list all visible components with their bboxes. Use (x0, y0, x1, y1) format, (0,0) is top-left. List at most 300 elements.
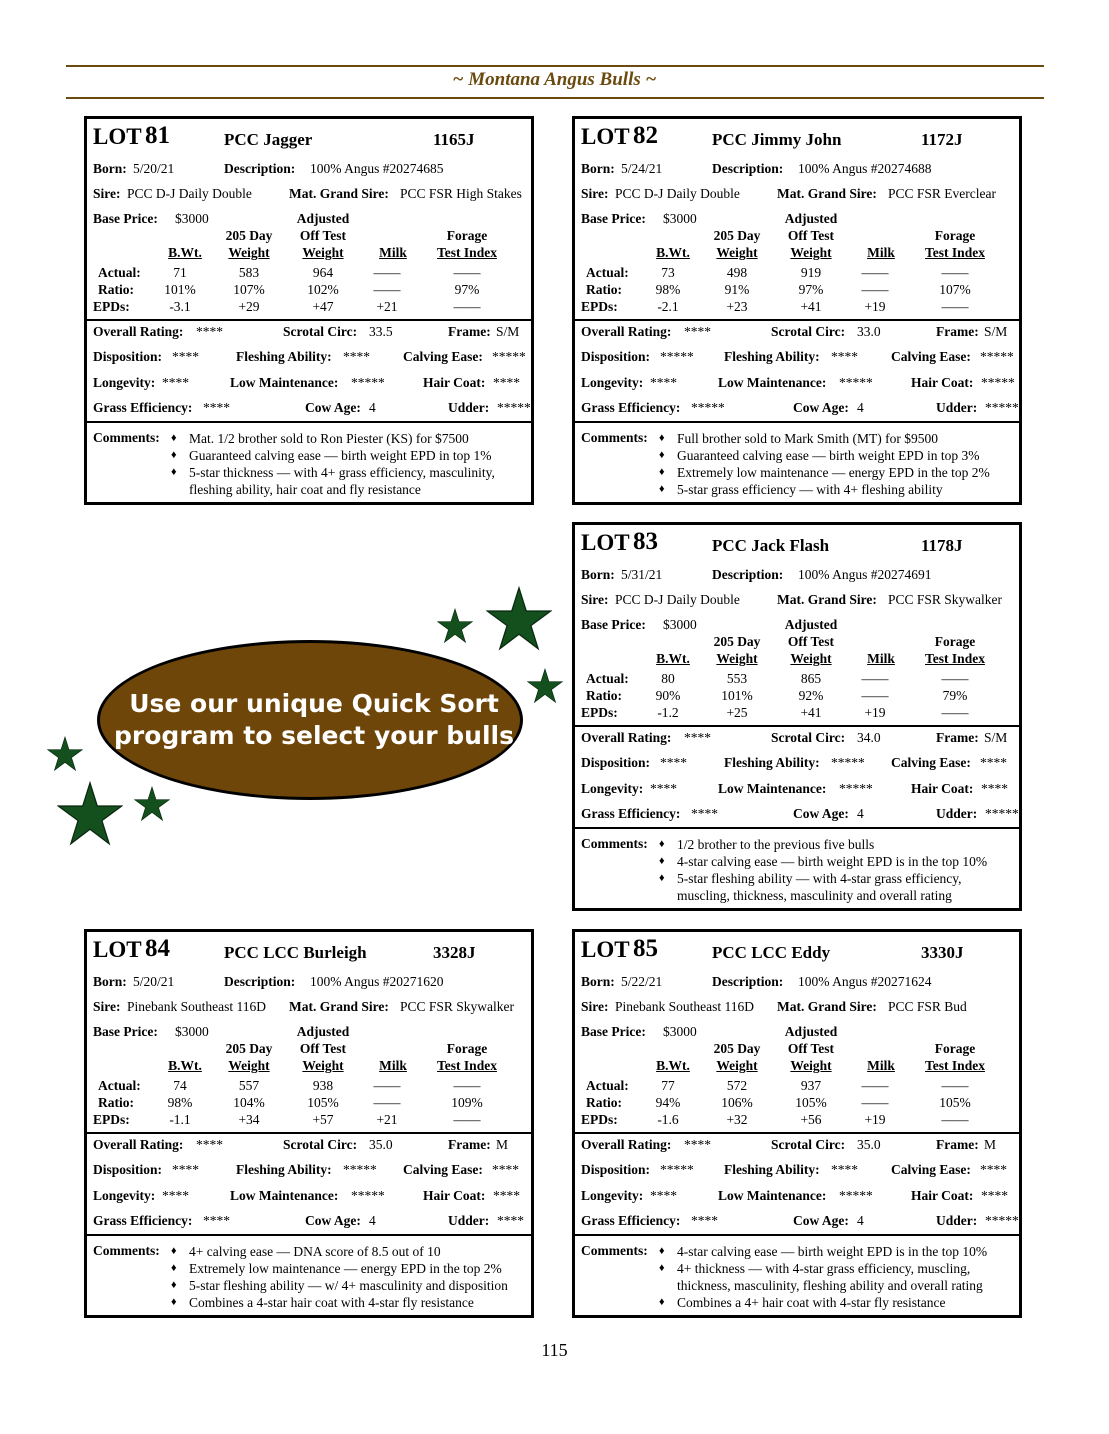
tag-number: 3330J (921, 943, 964, 962)
cell-epds-forage: —— (453, 299, 481, 314)
lot-card-82 (572, 116, 1022, 505)
cell-epds-bwt: -3.1 (169, 299, 191, 314)
cell-actual-forage: —— (941, 265, 969, 280)
star-icon (486, 586, 552, 652)
comment-text: 5-star thickness — with 4+ grass efficiency, masculinity, fleshing ability, hair coat and fly resistance (189, 465, 495, 497)
page-number: 115 (541, 1340, 568, 1360)
milk-header: Milk (379, 1058, 407, 1073)
header-rule-bottom (66, 97, 1044, 99)
tag-number: 3328J (433, 943, 476, 962)
low-maintenance-label: Low Maintenance: (230, 375, 339, 390)
cell-ratio-milk: —— (861, 282, 889, 297)
cell-ratio-bwt: 98% (167, 1095, 193, 1110)
adjusted-header: Adjusted (784, 617, 838, 632)
cell-epds-adj: +57 (312, 1112, 334, 1127)
cell-actual-adj: 938 (312, 1078, 334, 1093)
quick-sort-promo (105, 688, 523, 752)
comment-item (659, 836, 1013, 853)
grass-efficiency-label: Grass Efficiency: (93, 1213, 193, 1228)
scrotal-circ-value: 34.0 (857, 730, 881, 745)
row-label-actual: Actual: (98, 265, 141, 280)
comments-section (87, 423, 531, 502)
weight-header: Weight (228, 1058, 270, 1073)
bullet-icon: ♦ (659, 1245, 665, 1257)
calving-ease-value: **** (980, 1162, 1007, 1177)
row-label-ratio: Ratio: (98, 1095, 134, 1110)
sire-value: PCC D-J Daily Double (127, 186, 252, 201)
ratings-section (575, 725, 1019, 829)
cell-ratio-forage: 79% (942, 688, 968, 703)
bullet-icon: ♦ (171, 1279, 177, 1291)
lot-number: 83 (633, 528, 658, 555)
mat-grand-sire-label: Mat. Grand Sire: (289, 186, 389, 201)
comment-text: 1/2 brother to the previous five bulls (677, 837, 875, 852)
sire-label: Sire: (581, 999, 609, 1014)
weight-header: Weight (228, 245, 270, 260)
star-icon (47, 734, 83, 774)
scrotal-circ-label: Scrotal Circ: (283, 324, 358, 339)
lot-header-section (575, 119, 1019, 319)
off-test-header: Off Test (787, 1041, 835, 1056)
calving-ease-value: **** (492, 1162, 519, 1177)
scrotal-circ-value: 35.0 (369, 1137, 393, 1152)
cell-epds-w205: +32 (726, 1112, 748, 1127)
tag-number: 1165J (433, 130, 475, 149)
off-test-weight-header: Weight (790, 1058, 832, 1073)
longevity-value: **** (650, 1188, 677, 1203)
comment-text: 4+ thickness — with 4-star grass efficiency, muscling, thickness, masculinity, fleshing ability and overall rating (677, 1261, 983, 1293)
cell-ratio-adj: 105% (307, 1095, 339, 1110)
comment-text: Extremely low maintenance — energy EPD in the top 2% (677, 465, 990, 480)
promo-line-1: Use our unique Quick Sort (129, 689, 499, 718)
born-value: 5/20/21 (133, 974, 175, 989)
sire-label: Sire: (581, 592, 609, 607)
forage-header: Forage (934, 634, 976, 649)
cell-epds-adj: +41 (800, 705, 822, 720)
grass-efficiency-label: Grass Efficiency: (581, 400, 681, 415)
off-test-weight-header: Weight (790, 245, 832, 260)
lot-header-section (87, 932, 531, 1132)
off-test-header: Off Test (787, 228, 835, 243)
base-price-label: Base Price: (93, 1024, 158, 1039)
base-price-value: $3000 (175, 211, 209, 226)
grass-efficiency-value: ***** (691, 400, 725, 415)
comment-item (659, 853, 1013, 870)
milk-header: Milk (867, 651, 895, 666)
cell-ratio-forage: 107% (939, 282, 971, 297)
cell-ratio-w205: 101% (721, 688, 753, 703)
bull-name: PCC Jack Flash (712, 536, 830, 555)
comment-item (171, 430, 525, 447)
frame-label: Frame: (448, 324, 491, 339)
frame-value: S/M (496, 324, 520, 339)
weight-header: Weight (716, 1058, 758, 1073)
sire-value: Pinebank Southeast 116D (615, 999, 754, 1014)
bullet-icon: ♦ (659, 855, 665, 867)
ratings-section (87, 1132, 531, 1236)
forage-header: Forage (934, 228, 976, 243)
tag-number: 1172J (921, 130, 963, 149)
longevity-label: Longevity: (581, 1188, 644, 1203)
frame-label: Frame: (936, 1137, 979, 1152)
description-value: 100% Angus #20274685 (310, 161, 444, 176)
base-price-label: Base Price: (581, 1024, 646, 1039)
forage-header: Forage (446, 228, 488, 243)
cell-actual-bwt: 77 (661, 1078, 675, 1093)
description-value: 100% Angus #20271624 (798, 974, 932, 989)
udder-label: Udder: (936, 1213, 978, 1228)
calving-ease-label: Calving Ease: (403, 1162, 483, 1177)
overall-rating-label: Overall Rating: (581, 1137, 672, 1152)
forage-header: Forage (446, 1041, 488, 1056)
comment-item (171, 447, 525, 464)
bwt-header: B.Wt. (656, 651, 690, 666)
comment-item (659, 430, 1013, 447)
longevity-value: **** (650, 781, 677, 796)
comment-item (171, 1260, 525, 1277)
adjusted-header: Adjusted (296, 1024, 350, 1039)
day205-header: 205 Day (225, 1041, 273, 1056)
test-index-header: Test Index (925, 245, 985, 260)
bull-name: PCC LCC Burleigh (224, 943, 367, 962)
born-label: Born: (581, 161, 615, 176)
fleshing-ability-value: ***** (831, 755, 865, 770)
row-label-ratio: Ratio: (586, 688, 622, 703)
disposition-value: **** (172, 1162, 199, 1177)
overall-rating-value: **** (684, 730, 711, 745)
comment-item (659, 464, 1013, 481)
udder-value: ***** (985, 1213, 1019, 1228)
cell-epds-adj: +47 (312, 299, 334, 314)
lot-label: LOT (581, 937, 630, 962)
cell-epds-milk: +19 (864, 299, 886, 314)
ratings-section (87, 319, 531, 423)
adjusted-header: Adjusted (296, 211, 350, 226)
comments-label: Comments: (581, 430, 648, 445)
scrotal-circ-value: 33.5 (369, 324, 393, 339)
description-value: 100% Angus #20271620 (310, 974, 444, 989)
disposition-value: ***** (660, 1162, 694, 1177)
comments-label: Comments: (93, 1243, 160, 1258)
mat-grand-sire-value: PCC FSR High Stakes (400, 186, 522, 201)
cell-epds-w205: +25 (726, 705, 748, 720)
fleshing-ability-label: Fleshing Ability: (236, 349, 332, 364)
cell-actual-milk: —— (861, 1078, 889, 1093)
comment-item (659, 447, 1013, 464)
bullet-icon: ♦ (171, 1245, 177, 1257)
low-maintenance-value: ***** (839, 375, 873, 390)
cow-age-value: 4 (857, 806, 864, 821)
star-icon (57, 780, 123, 848)
comments-section (575, 423, 1019, 502)
cell-actual-adj: 964 (312, 265, 334, 280)
cell-actual-w205: 557 (238, 1078, 260, 1093)
lot-label: LOT (93, 124, 142, 149)
overall-rating-label: Overall Rating: (581, 324, 672, 339)
cell-actual-milk: —— (373, 1078, 401, 1093)
sire-value: PCC D-J Daily Double (615, 592, 740, 607)
cell-epds-w205: +34 (238, 1112, 260, 1127)
cell-actual-bwt: 74 (173, 1078, 187, 1093)
cell-epds-milk: +21 (376, 1112, 398, 1127)
frame-label: Frame: (936, 324, 979, 339)
born-label: Born: (581, 567, 615, 582)
fleshing-ability-label: Fleshing Ability: (724, 349, 820, 364)
comment-text: 4+ calving ease — DNA score of 8.5 out of 10 (189, 1244, 441, 1259)
lot-header-section (87, 119, 531, 319)
comment-item (659, 1260, 1013, 1294)
base-price-label: Base Price: (93, 211, 158, 226)
bullet-icon: ♦ (171, 449, 177, 461)
cell-actual-milk: —— (861, 265, 889, 280)
off-test-weight-header: Weight (302, 1058, 344, 1073)
promo-line-2: program to select your bulls (114, 721, 514, 750)
row-label-epds: EPDs: (93, 1112, 130, 1127)
grass-efficiency-value: **** (691, 1213, 718, 1228)
lot-card-84 (84, 929, 534, 1318)
low-maintenance-value: ***** (839, 781, 873, 796)
header-rule-top (66, 65, 1044, 67)
calving-ease-value: ***** (492, 349, 526, 364)
test-index-header: Test Index (437, 1058, 497, 1073)
bullet-icon: ♦ (659, 432, 665, 444)
test-index-header: Test Index (925, 1058, 985, 1073)
lot-label: LOT (581, 530, 630, 555)
lot-header-section (575, 525, 1019, 725)
cow-age-value: 4 (369, 1213, 376, 1228)
hair-coat-label: Hair Coat: (911, 375, 974, 390)
disposition-label: Disposition: (581, 1162, 651, 1177)
born-value: 5/24/21 (621, 161, 663, 176)
bull-name: PCC Jagger (224, 130, 313, 149)
disposition-label: Disposition: (93, 1162, 163, 1177)
description-value: 100% Angus #20274691 (798, 567, 932, 582)
mat-grand-sire-value: PCC FSR Bud (888, 999, 967, 1014)
comment-text: Combines a 4+ hair coat with 4-star fly resistance (677, 1295, 946, 1310)
overall-rating-value: **** (196, 324, 223, 339)
lot-number: 81 (145, 122, 170, 149)
mat-grand-sire-label: Mat. Grand Sire: (777, 186, 877, 201)
cell-epds-forage: —— (941, 1112, 969, 1127)
cell-actual-milk: —— (373, 265, 401, 280)
cell-ratio-adj: 92% (798, 688, 824, 703)
scrotal-circ-label: Scrotal Circ: (283, 1137, 358, 1152)
cell-epds-w205: +23 (726, 299, 748, 314)
udder-value: ***** (985, 806, 1019, 821)
bullet-icon: ♦ (659, 1296, 665, 1308)
disposition-value: **** (660, 755, 687, 770)
day205-header: 205 Day (713, 1041, 761, 1056)
cell-actual-w205: 498 (726, 265, 748, 280)
mat-grand-sire-label: Mat. Grand Sire: (289, 999, 389, 1014)
overall-rating-label: Overall Rating: (93, 1137, 184, 1152)
grass-efficiency-label: Grass Efficiency: (93, 400, 193, 415)
mat-grand-sire-label: Mat. Grand Sire: (777, 592, 877, 607)
low-maintenance-label: Low Maintenance: (718, 1188, 827, 1203)
frame-value: M (496, 1137, 509, 1152)
sire-value: PCC D-J Daily Double (615, 186, 740, 201)
frame-label: Frame: (448, 1137, 491, 1152)
bullet-icon: ♦ (659, 838, 665, 850)
row-label-epds: EPDs: (581, 299, 618, 314)
cell-actual-forage: —— (941, 1078, 969, 1093)
off-test-header: Off Test (299, 228, 347, 243)
lot-number: 85 (633, 935, 658, 962)
comment-text: 5-star grass efficiency — with 4+ fleshing ability (677, 482, 943, 497)
disposition-value: ***** (660, 349, 694, 364)
forage-header: Forage (934, 1041, 976, 1056)
cow-age-label: Cow Age: (793, 400, 849, 415)
comment-item (171, 1294, 525, 1311)
row-label-actual: Actual: (586, 671, 629, 686)
cell-ratio-forage: 109% (451, 1095, 483, 1110)
off-test-header: Off Test (299, 1041, 347, 1056)
born-label: Born: (93, 974, 127, 989)
lot-label: LOT (93, 937, 142, 962)
cell-epds-forage: —— (941, 705, 969, 720)
lot-card-81 (84, 116, 534, 505)
cell-ratio-bwt: 94% (655, 1095, 681, 1110)
cell-ratio-w205: 91% (724, 282, 750, 297)
fleshing-ability-value: **** (831, 1162, 858, 1177)
grass-efficiency-value: **** (203, 1213, 230, 1228)
cell-ratio-forage: 105% (939, 1095, 971, 1110)
row-label-epds: EPDs: (93, 299, 130, 314)
cell-epds-milk: +19 (864, 705, 886, 720)
hair-coat-label: Hair Coat: (911, 1188, 974, 1203)
description-label: Description: (712, 161, 784, 176)
off-test-header: Off Test (787, 634, 835, 649)
day205-header: 205 Day (713, 228, 761, 243)
born-label: Born: (581, 974, 615, 989)
comment-text: 5-star fleshing ability — with 4-star grass efficiency, muscling, thickness, masculinity and overall rating (677, 871, 962, 903)
bullet-icon: ♦ (171, 466, 177, 478)
lot-label: LOT (581, 124, 630, 149)
comments-section (575, 1236, 1019, 1315)
bullet-icon: ♦ (659, 872, 665, 884)
row-label-ratio: Ratio: (586, 282, 622, 297)
sire-label: Sire: (93, 186, 121, 201)
milk-header: Milk (379, 245, 407, 260)
calving-ease-label: Calving Ease: (891, 349, 971, 364)
comments-list (171, 430, 531, 498)
grass-efficiency-value: **** (203, 400, 230, 415)
cell-ratio-forage: 97% (454, 282, 480, 297)
mat-grand-sire-value: PCC FSR Skywalker (888, 592, 1003, 607)
born-value: 5/22/21 (621, 974, 663, 989)
description-label: Description: (224, 161, 296, 176)
comments-section (575, 829, 1019, 908)
bull-name: PCC Jimmy John (712, 130, 842, 149)
lot-header-section (575, 932, 1019, 1132)
weight-header: Weight (716, 651, 758, 666)
tag-number: 1178J (921, 536, 963, 555)
row-label-epds: EPDs: (581, 1112, 618, 1127)
comments-list (659, 1243, 1019, 1311)
star-icon (134, 783, 170, 825)
lot-card-85 (572, 929, 1022, 1318)
disposition-value: **** (172, 349, 199, 364)
sire-label: Sire: (581, 186, 609, 201)
calving-ease-value: **** (980, 755, 1007, 770)
comment-item (659, 1243, 1013, 1260)
udder-value: ***** (985, 400, 1019, 415)
low-maintenance-value: ***** (839, 1188, 873, 1203)
disposition-label: Disposition: (93, 349, 163, 364)
star-icon (437, 607, 473, 645)
cell-actual-w205: 583 (238, 265, 260, 280)
comment-text: Extremely low maintenance — energy EPD in the top 2% (189, 1261, 502, 1276)
longevity-value: **** (650, 375, 677, 390)
comment-item (659, 870, 1013, 904)
day205-header: 205 Day (713, 634, 761, 649)
row-label-ratio: Ratio: (98, 282, 134, 297)
comment-item (171, 464, 525, 498)
cell-actual-adj: 937 (800, 1078, 822, 1093)
grass-efficiency-label: Grass Efficiency: (581, 806, 681, 821)
udder-label: Udder: (448, 1213, 490, 1228)
disposition-label: Disposition: (581, 349, 651, 364)
overall-rating-value: **** (684, 324, 711, 339)
low-maintenance-label: Low Maintenance: (230, 1188, 339, 1203)
cow-age-label: Cow Age: (305, 1213, 361, 1228)
comment-text: Guaranteed calving ease — birth weight EPD in top 1% (189, 448, 492, 463)
hair-coat-label: Hair Coat: (911, 781, 974, 796)
scrotal-circ-label: Scrotal Circ: (771, 730, 846, 745)
base-price-value: $3000 (663, 617, 697, 632)
fleshing-ability-label: Fleshing Ability: (236, 1162, 332, 1177)
cell-ratio-adj: 102% (307, 282, 339, 297)
cow-age-label: Cow Age: (305, 400, 361, 415)
scrotal-circ-label: Scrotal Circ: (771, 1137, 846, 1152)
page-header-title: ~ Montana Angus Bulls ~ (452, 69, 657, 90)
milk-header: Milk (867, 245, 895, 260)
cell-actual-adj: 919 (800, 265, 822, 280)
fleshing-ability-value: **** (343, 349, 370, 364)
cow-age-value: 4 (369, 400, 376, 415)
cell-ratio-milk: —— (373, 1095, 401, 1110)
udder-value: ***** (497, 400, 531, 415)
comment-text: Combines a 4-star hair coat with 4-star fly resistance (189, 1295, 474, 1310)
frame-label: Frame: (936, 730, 979, 745)
lot-number: 84 (145, 935, 170, 962)
cow-age-label: Cow Age: (793, 806, 849, 821)
frame-value: M (984, 1137, 997, 1152)
ratings-section (575, 1132, 1019, 1236)
comments-list (659, 430, 1019, 498)
cell-ratio-milk: —— (861, 1095, 889, 1110)
adjusted-header: Adjusted (784, 1024, 838, 1039)
cow-age-value: 4 (857, 1213, 864, 1228)
low-maintenance-label: Low Maintenance: (718, 781, 827, 796)
comments-label: Comments: (581, 836, 648, 851)
comment-item (171, 1243, 525, 1260)
bullet-icon: ♦ (659, 483, 665, 495)
lot-card-83 (572, 522, 1022, 911)
cell-epds-milk: +21 (376, 299, 398, 314)
weight-header: Weight (716, 245, 758, 260)
bwt-header: B.Wt. (656, 245, 690, 260)
bullet-icon: ♦ (171, 1262, 177, 1274)
cell-ratio-w205: 104% (233, 1095, 265, 1110)
description-value: 100% Angus #20274688 (798, 161, 932, 176)
longevity-value: **** (162, 1188, 189, 1203)
cow-age-label: Cow Age: (793, 1213, 849, 1228)
base-price-value: $3000 (663, 211, 697, 226)
udder-label: Udder: (936, 400, 978, 415)
comments-section (87, 1236, 531, 1315)
bwt-header: B.Wt. (656, 1058, 690, 1073)
